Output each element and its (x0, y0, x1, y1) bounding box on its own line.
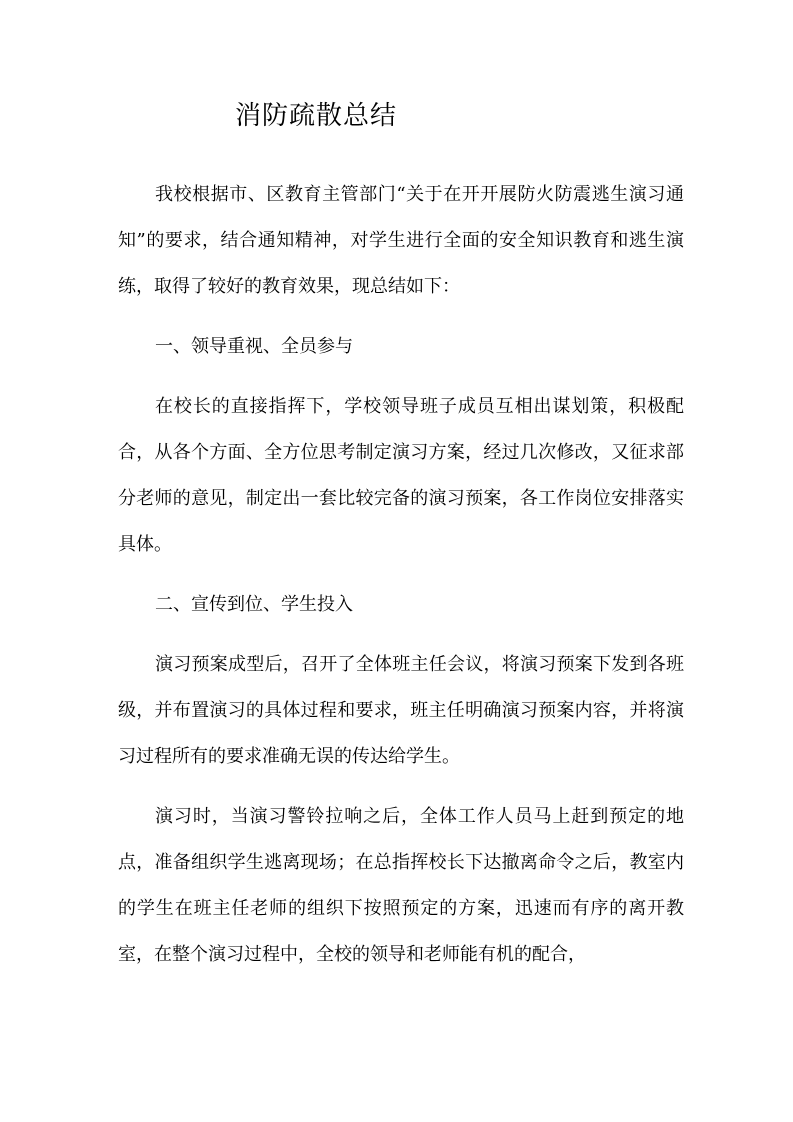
section-heading-2: 二、宣传到位、学生投入 (155, 594, 353, 615)
document-body (118, 172, 684, 992)
section-2-paragraph-2: 演习时，当演习警铃拉响之后，全体工作人员马上赶到预定的地点，准备组织学生逃离现场；在总指挥校长下达撤离命令之后，教室内的学生在班主任老师的组织下按照预定的方案，迅速而有序的离开教室，在整个演习过程中，全校的领导和老师能有机的配合， (118, 806, 684, 965)
intro-paragraph: 我校根据市、区教育主管部门“关于在开开展防火防震逃生演习通知”的要求，结合通知精神，对学生进行全面的安全知识教育和逃生演练，取得了较好的教育效果，现总结如下： (118, 184, 684, 297)
document-title: 消防疏散总结 (235, 101, 398, 131)
section-1-paragraph: 在校长的直接指挥下，学校领导班子成员互相出谋划策，积极配合，从各个方面、全方位思考制定演习方案，经过几次修改，又征求部分老师的意见，制定出一套比较完备的演习预案，各工作岗位安排落实具体。 (118, 396, 684, 555)
section-2-paragraph-1: 演习预案成型后，召开了全体班主任会议，将演习预案下发到各班级，并布置演习的具体过程和要求，班主任明确演习预案内容，并将演习过程所有的要求准确无误的传达给学生。 (118, 654, 684, 767)
section-heading-1: 一、领导重视、全员参与 (155, 336, 353, 357)
